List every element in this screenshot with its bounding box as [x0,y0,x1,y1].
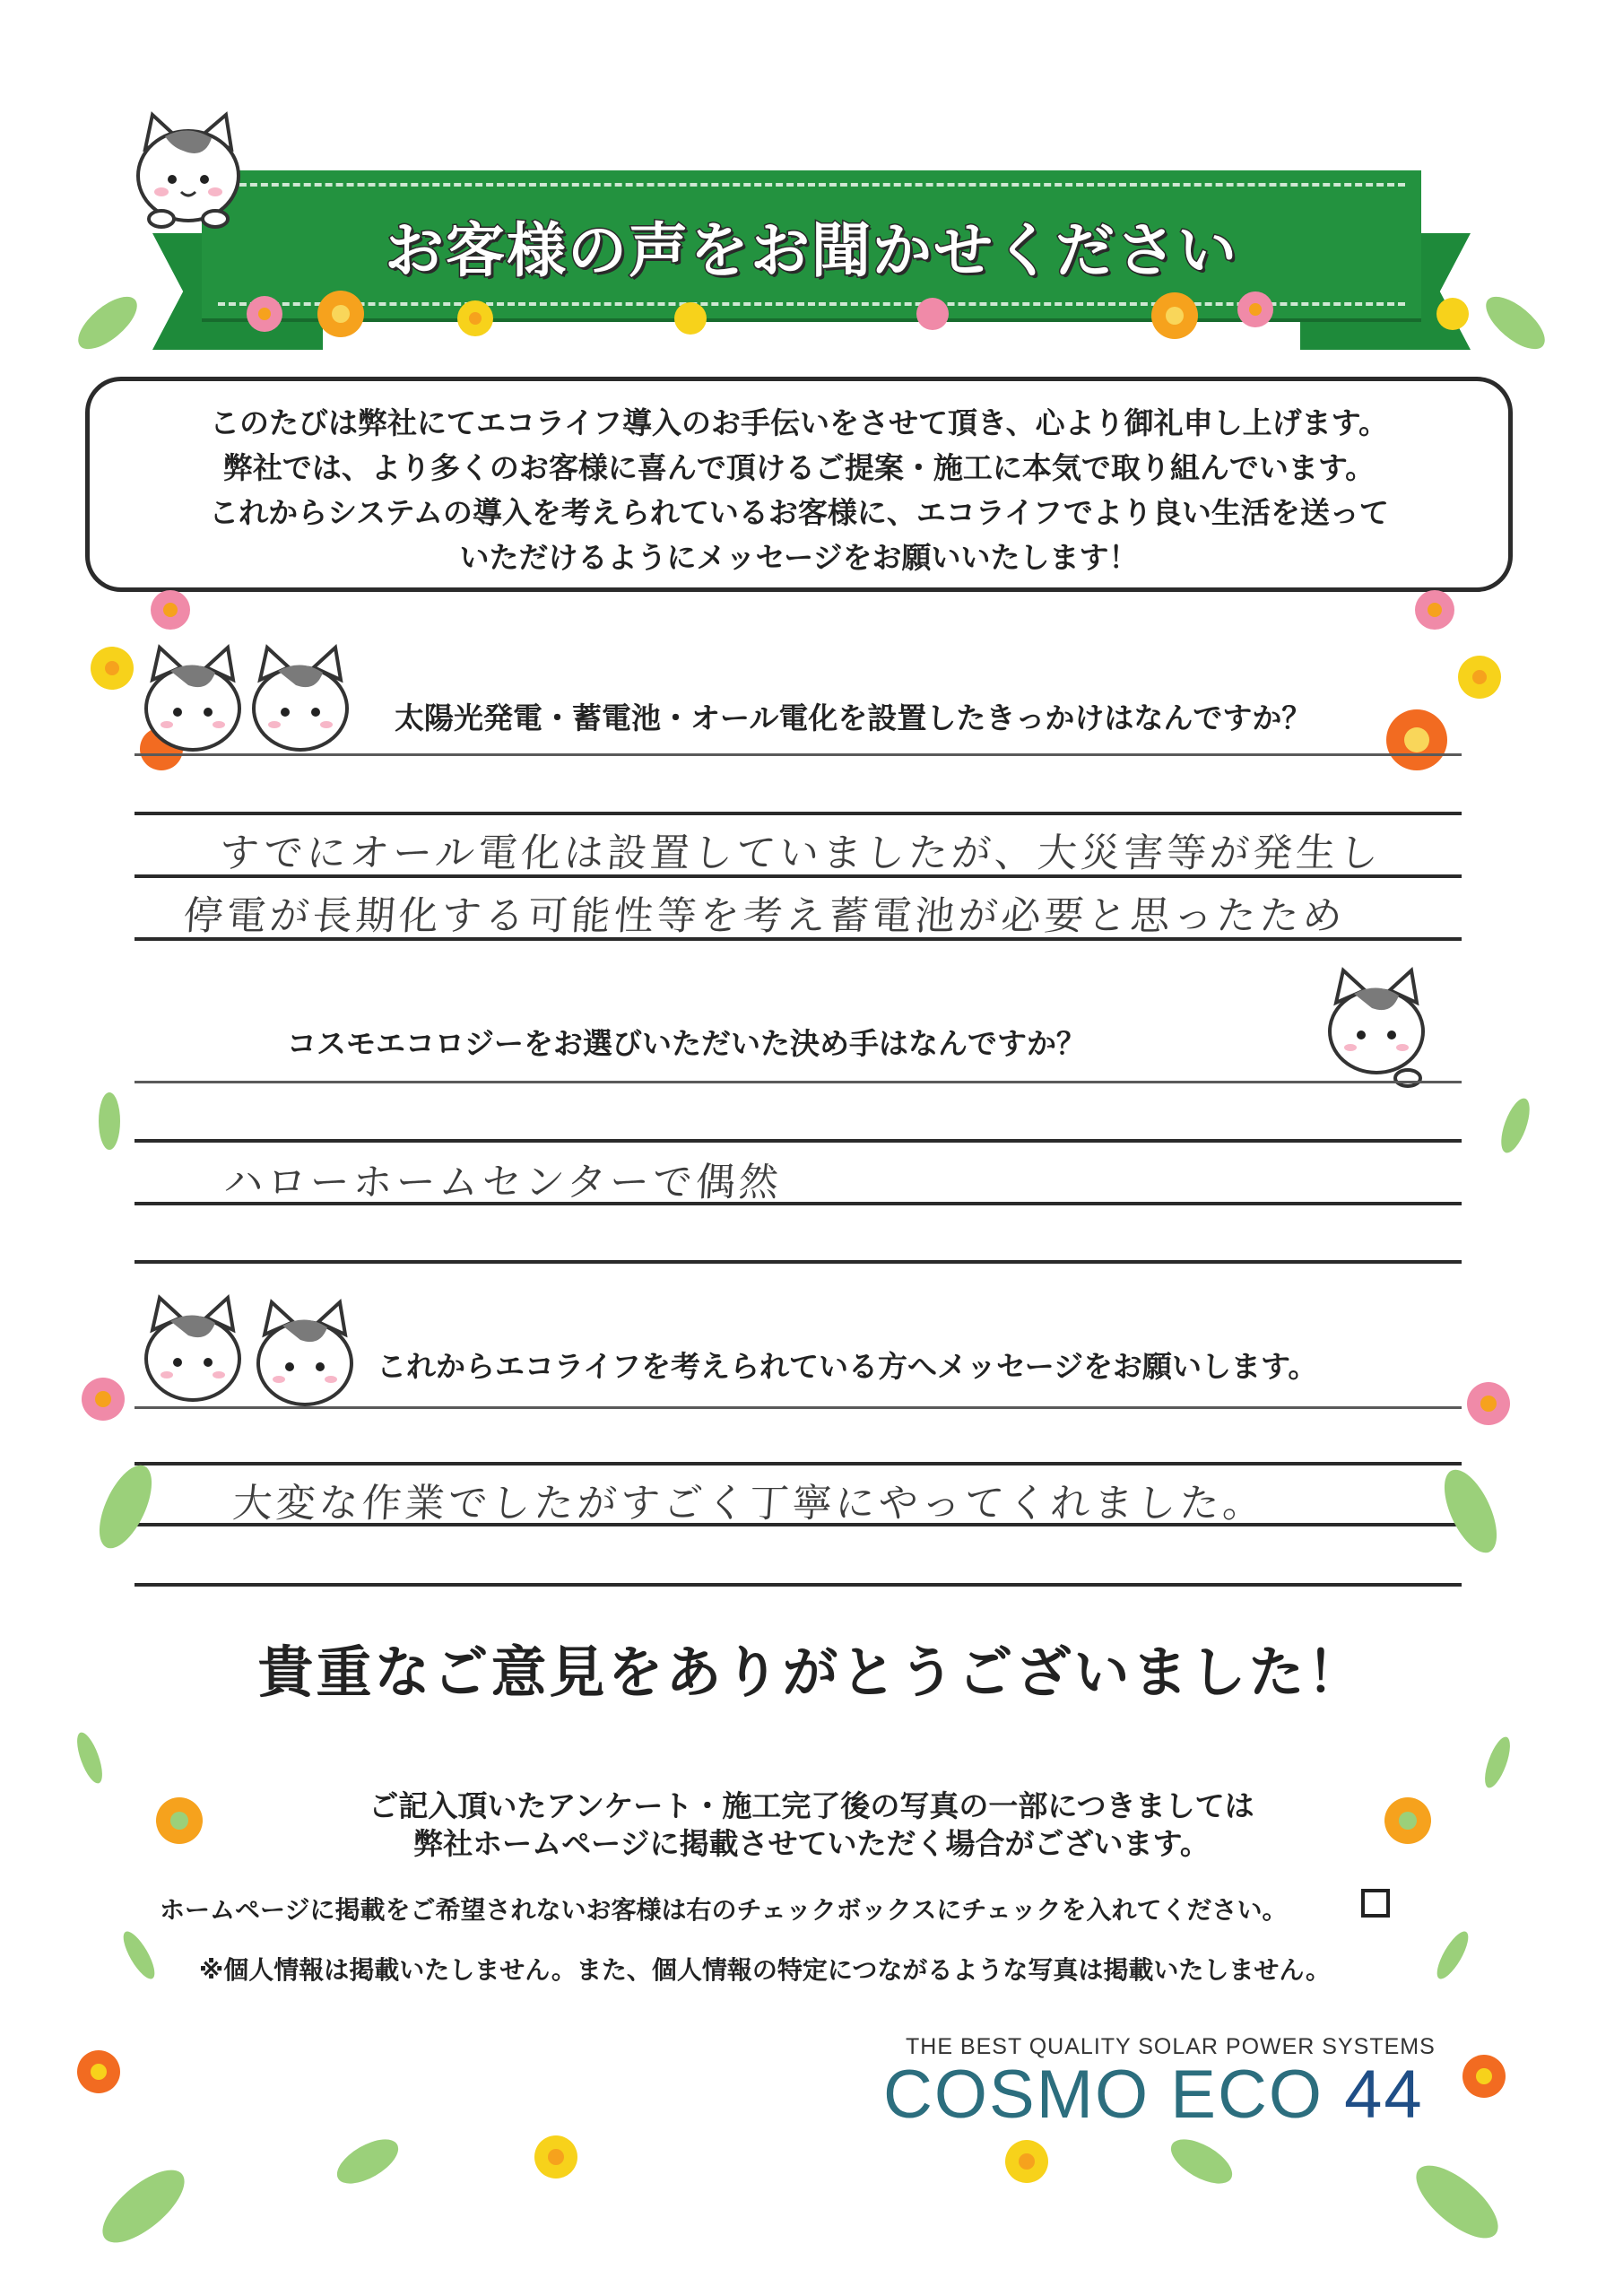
answer-rule [135,1583,1462,1587]
answer-1-line: 停電が長期化する可能性等を考え蓄電池が必要と思ったため [181,893,1348,939]
notice-line: 弊社ホームページに掲載させていただく場合がございます。 [413,1826,1210,1861]
page-title: お客様の声をお聞かせください [385,216,1238,285]
cat-illustration [126,106,251,231]
cat-illustration [1318,960,1444,1094]
answer-rule [135,1260,1462,1264]
intro-line: いただけるようにメッセージをお願いいたします！ [459,540,1139,575]
answer-2-line: ハローホームセンターで偶然 [221,1160,784,1205]
answer-rule [135,812,1462,815]
question-1-label: 太陽光発電・蓄電池・オール電化を設置したきっかけはなんですか？ [395,700,1312,735]
opt-out-text: ホームページに掲載をご希望されないお客様は右のチェックボックスにチェックを入れてください。 [160,1895,1288,1925]
thanks-heading: 貴重なご意見をありがとうございました！ [257,1639,1366,1705]
answer-rule [135,753,1462,756]
notice-line: ご記入頂いたアンケート・施工完了後の写真の一部につきましては [369,1788,1254,1823]
logo-word: 44 [1344,2057,1424,2133]
intro-line: これからシステムの導入を考えられているお客様に、エコライフでより良い生活を送って [209,495,1389,530]
flower-decoration-q3 [72,1363,1551,1561]
flower-decoration-bottom [63,1722,1569,2278]
leaf-decoration [90,1085,1542,1175]
flower-garland-top [72,260,1551,386]
banner-stitch [218,183,1405,187]
two-cats-illustration [135,637,368,771]
question-2-label: コスモエコロジーをお選びいただいた決め手はなんですか？ [287,1026,1086,1061]
logo-word: ECO [1170,2057,1324,2133]
answer-1-line: すでにオール電化は設置していましたが、大災害等が発生し [217,831,1384,876]
answer-rule [135,1081,1462,1083]
logo-word: COSMO [883,2057,1150,2133]
intro-line: このたびは弊社にてエコライフ導入のお手伝いをさせて頂き、心より御礼申し上げます。 [209,405,1389,440]
logo-tagline: THE BEST QUALITY SOLAR POWER SYSTEMS [906,2034,1436,2059]
company-logo [883,2056,1424,2134]
privacy-note: ※個人情報は掲載いたしません。また、個人情報の特定につながるような写真は掲載いたしません。 [199,1955,1332,1985]
question-3-label: これからエコライフを考えられている方へメッセージをお願いします。 [377,1349,1318,1384]
answer-3-line: 大変な作業でしたがすごく丁寧にやってくれました。 [230,1481,1268,1526]
intro-line: 弊社では、より多くのお客様に喜んで頂けるご提案・施工に本気で取り組んでいます。 [222,450,1376,485]
intro-message-box [85,377,1513,592]
